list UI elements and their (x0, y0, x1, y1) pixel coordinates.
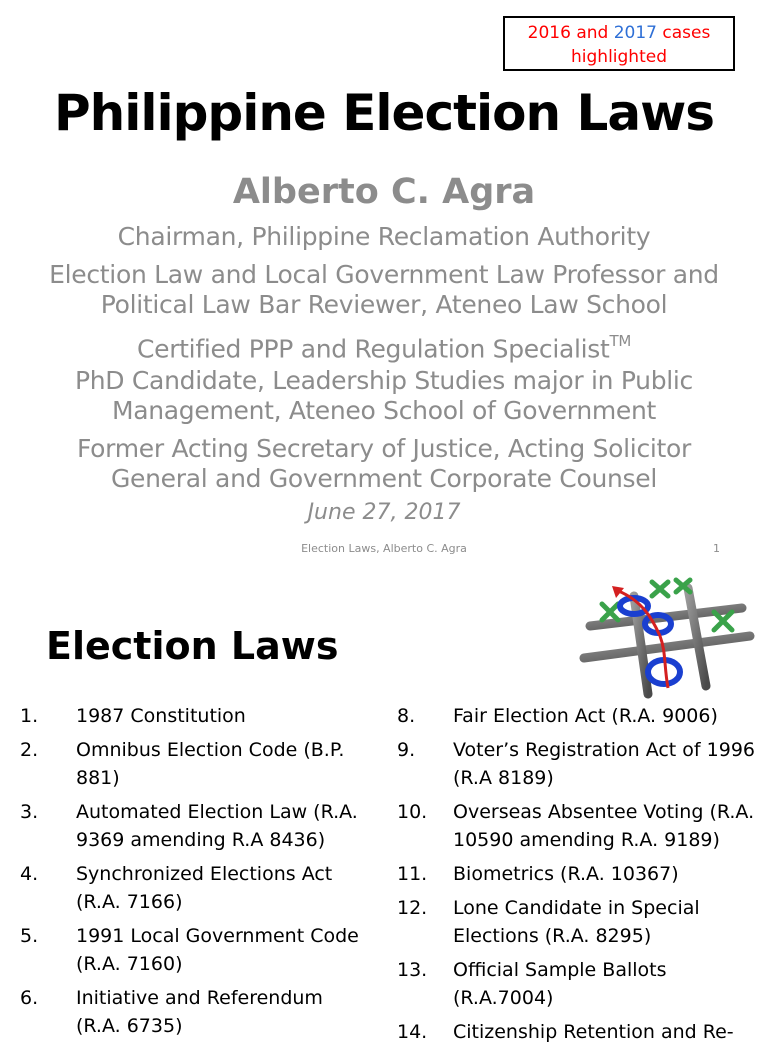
list-item (397, 736, 762, 792)
list-item (397, 860, 762, 888)
list-item-number: 1. (20, 705, 39, 727)
list-item-number: 5. (20, 925, 39, 947)
list-item-number: 11. (397, 863, 428, 885)
credential-phd: PhD Candidate, Leadership Studies major in Public Management, Ateneo School of Government (74, 366, 693, 425)
note-and: and (576, 23, 609, 43)
election-laws-slide (0, 576, 768, 1043)
list-item-number: 13. (397, 959, 428, 981)
laws-list-right (397, 702, 762, 1052)
list-item-text: Lone Candidate in Special Elections (R.A. 8295) (453, 897, 700, 947)
credential-chairman: Chairman, Philippine Reclamation Authority (117, 222, 651, 251)
list-item-number: 3. (20, 801, 39, 823)
list-item-text: Synchronized Elections Act (R.A. 7166) (76, 863, 333, 913)
list-item-text: Initiative and Referendum (R.A. 6735) (76, 987, 323, 1037)
tic-tac-toe-icon (572, 576, 762, 700)
author-name: Alberto C. Agra (232, 172, 536, 212)
list-item (397, 798, 762, 854)
credential-ppp-text: Certified PPP and Regulation Specialist (136, 334, 610, 364)
credential-ppp (40, 328, 728, 364)
list-item (20, 736, 365, 792)
list-item-text: Omnibus Election Code (B.P. 881) (76, 739, 345, 789)
list-item (20, 860, 365, 916)
note-year-2016: 2016 (527, 23, 571, 43)
list-item-text: Voter’s Registration Act of 1996 (R.A 8189) (453, 739, 755, 789)
presentation-date: June 27, 2017 (307, 500, 461, 525)
list-item-number: 14. (397, 1021, 428, 1043)
list-item-number: 6. (20, 987, 39, 1009)
slide-footer: Election Laws, Alberto C. Agra (301, 542, 467, 555)
credential-former: Former Acting Secretary of Justice, Acting Solicitor General and Government Corporate Counsel (76, 434, 692, 493)
trademark-mark: TM (609, 332, 632, 350)
list-item-number: 12. (397, 897, 428, 919)
credential-professor: Election Law and Local Government Law Professor and Political Law Bar Reviewer, Ateneo Law School (49, 260, 719, 319)
list-item (397, 956, 762, 1012)
note-year-2017: 2017 (613, 23, 657, 43)
list-item-text: Official Sample Ballots (R.A.7004) (453, 959, 667, 1009)
laws-list-left (20, 702, 365, 1046)
list-item-text: Fair Election Act (R.A. 9006) (453, 705, 718, 727)
note-highlighted: highlighted (571, 47, 667, 67)
page-number: 1 (713, 542, 720, 555)
list-item-number: 10. (397, 801, 428, 823)
list-item (20, 702, 365, 730)
list-item-text: Biometrics (R.A. 10367) (453, 863, 679, 885)
list-item-number: 9. (397, 739, 416, 761)
list-item (20, 922, 365, 978)
list-item (397, 894, 762, 950)
list-item (397, 702, 762, 730)
list-item-text: Citizenship Retention and Re- (453, 1021, 734, 1043)
list-item-text: 1987 Constitution (76, 705, 246, 727)
list-item-text: Automated Election Law (R.A. 9369 amending R.A 8436) (76, 801, 358, 851)
list-item-text: 1991 Local Government Code (R.A. 7160) (76, 925, 359, 975)
list-item-number: 8. (397, 705, 416, 727)
list-item-number: 4. (20, 863, 39, 885)
list-item (397, 1018, 762, 1046)
list-item-number: 2. (20, 739, 39, 761)
slide-title: Philippine Election Laws (53, 84, 715, 142)
section-title: Election Laws (46, 624, 339, 668)
note-cases: cases (662, 23, 711, 43)
list-item (20, 798, 365, 854)
list-item (20, 984, 365, 1040)
list-item-text: Overseas Absentee Voting (R.A. 10590 amending R.A. 9189) (453, 801, 755, 851)
highlight-note (503, 16, 735, 71)
